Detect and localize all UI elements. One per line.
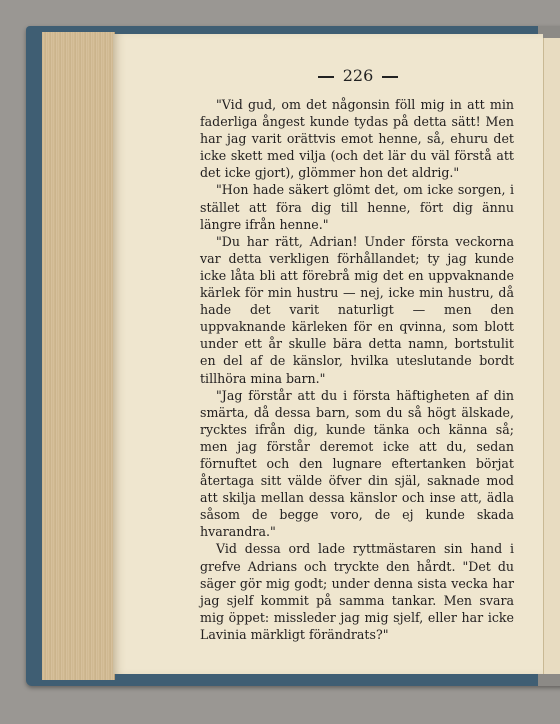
paragraph: Vid dessa ord lade ryttmästaren sin hand i grefve Adrians och tryckte den hårdt. "Det du säger gör mig godt; under denna sista vecka har jag sjelf kommit på samma tankar. Men svara mig öppet: missleder jag mig sjelf, eller har icke Lavinia märkligt förändrats?": [200, 541, 514, 642]
paragraph: "Jag förstår att du i första häftigheten af din smärta, då dessa barn, som du så högt älskade, rycktes ifrån dig, kunde tänka och känna så; men jag förstår deremot icke att du, sedan förnuftet och den lugnare eftertanken börjat återtaga sitt välde öfver din själ, saknade mod att skilja mellan dessa känslor och inse att, ädla såsom de begge voro, de ej kunde skada hvarandra.": [200, 387, 514, 540]
page-body: [200, 96, 514, 643]
page-header: [298, 66, 418, 85]
paragraph: "Hon hade säkert glömt det, om icke sorgen, i stället att föra dig till henne, fört dig ännu längre ifrån henne.": [200, 182, 514, 232]
page-edges: [42, 32, 115, 680]
paragraph: "Vid gud, om det någonsin föll mig in att min faderliga ångest kunde tydas på detta sätt! Men har jag varit orättvis emot henne, så, ehuru det icke skett med vilja (och det lär du väl förstå att det icke gjort), glömmer hon det aldrig.": [200, 97, 514, 181]
header-dash-left: [318, 76, 334, 78]
page-number: 226: [342, 66, 374, 85]
paragraph: "Du har rätt, Adrian! Under första veckorna var detta verkligen förhållandet; ty jag kunde icke låta bli att förebrå mig det en uppvaknande kärlek för min hustru — nej, icke min hustru, då hade det varit naturligt — men den uppvaknande kärleken för en qvinna, som blott under ett år skulle bära detta namn, bortstulit en del af de känslor, hvilka uteslutande bordt tillhöra mina barn.": [200, 233, 514, 386]
header-dash-right: [382, 76, 398, 78]
facing-page-edge: [543, 38, 560, 674]
